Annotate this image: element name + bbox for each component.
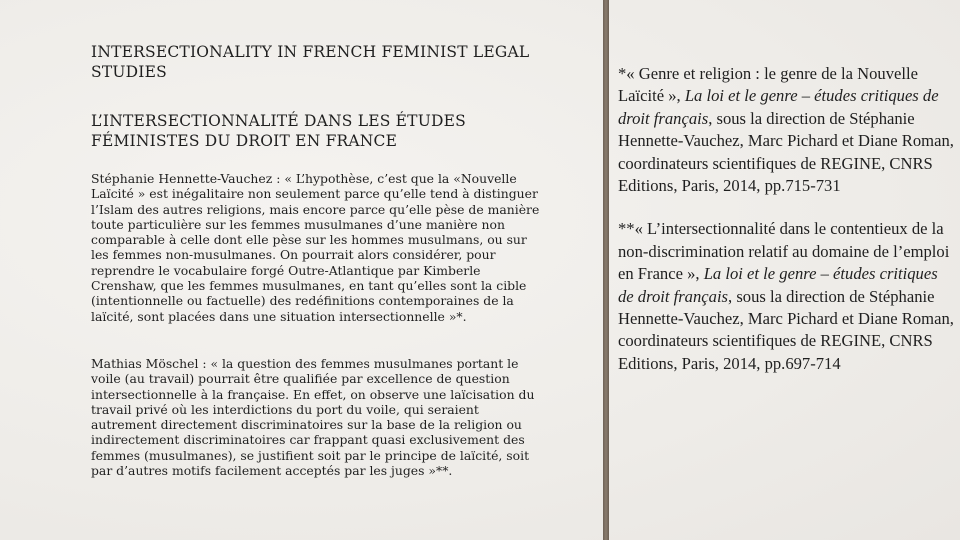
column-divider <box>603 0 609 540</box>
reference-2-suffix: , sous la direction de Stéphanie Hennette-Vauchez, Marc Pichard et Diane Roman, coordinateurs scientifiques de REGINE, CNRS Editions, Paris, 2014, pp.697-714 <box>618 286 954 373</box>
title-french: L’INTERSECTIONNALITÉ DANS LES ÉTUDES FÉMINISTES DU DROIT EN FRANCE <box>91 112 466 150</box>
left-column <box>91 42 546 478</box>
right-column <box>618 63 956 375</box>
title-english: INTERSECTIONALITY IN FRENCH FEMINIST LEGAL STUDIES <box>91 43 530 81</box>
reference-2-prefix: **« L’intersectionnalité dans le contentieux de la non-discrimination relatif au domaine de l’emploi en France », <box>618 219 950 284</box>
quote-hennette-vauchez: Stéphanie Hennette-Vauchez : « L’hypothèse, c’est que la «Nouvelle Laïcité » est inégalitaire non seulement parce qu’elle tend à distinguer l’Islam des autres religions, mais encore parce qu’elle pèse de manière toute particulière sur les femmes musulmanes d’une manière non comparable à celle dont elle pèse sur les hommes musulmans, ou sur les femmes non-musulmanes. On pourrait alors considérer, pour reprendre le vocabulaire forgé Outre-Atlantique par Kimberle Crenshaw, que les femmes musulmanes, en tant qu’elles sont la cible (intentionnelle ou factuelle) des redéfinitions contemporaines de la laïcité, sont placées dans une situation intersectionnelle »*. <box>91 171 540 324</box>
reference-2 <box>618 218 956 375</box>
quote-moschel: Mathias Möschel : « la question des femmes musulmanes portant le voile (au travail) pourrait être qualifiée par excellence de question intersectionnelle à la française. En effet, on observe une laïcisation du travail privé où les interdictions du port du voile, qui seraient autrement directement discriminatoires sur la base de la religion ou indirectement discriminatoires car frappant quasi exclusivement des femmes (musulmanes), se justifient soit par le principe de laïcité, soit par d’autres motifs facilement acceptés par les juges »**. <box>91 355 535 479</box>
reference-1-suffix: , sous la direction de Stéphanie Hennette-Vauchez, Marc Pichard et Diane Roman, coordinateurs scientifiques de REGINE, CNRS Editions, Paris, 2014, pp.715-731 <box>618 108 954 196</box>
reference-1 <box>618 63 956 197</box>
reference-1-prefix: *« Genre et religion : le genre de la Nouvelle Laïcité », <box>618 64 918 106</box>
reference-2-book-title: La loi et le genre – études critiques de droit français <box>618 264 938 306</box>
reference-1-book-title: La loi et le genre – études critiques de droit français <box>618 86 939 128</box>
